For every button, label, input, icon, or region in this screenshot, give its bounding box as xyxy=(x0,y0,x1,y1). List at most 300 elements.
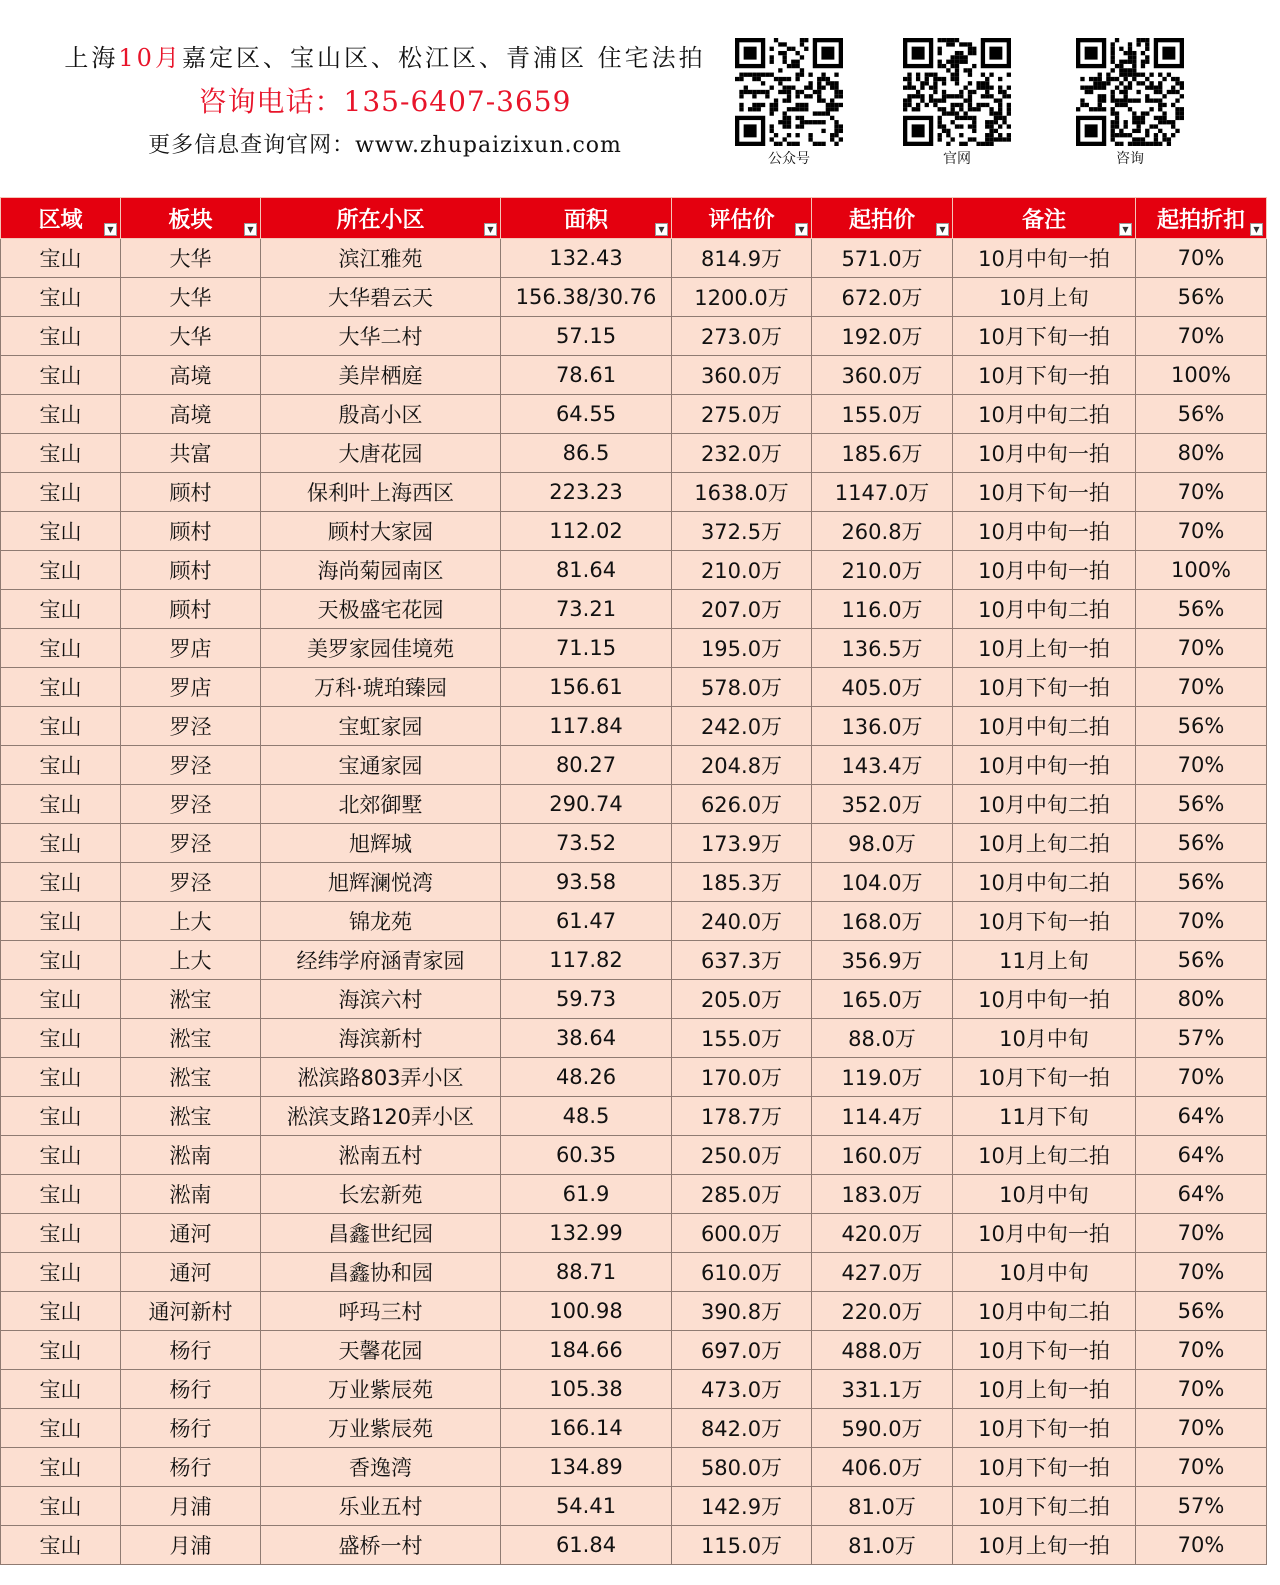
cell-note[interactable]: 10月中旬 xyxy=(953,1253,1136,1292)
cell-note[interactable]: 10月下旬一拍 xyxy=(953,1409,1136,1448)
cell-note[interactable]: 10月上旬一拍 xyxy=(953,1526,1136,1565)
cell-community[interactable]: 万业紫辰苑 xyxy=(261,1409,501,1448)
table-row xyxy=(1,1292,1267,1331)
cell-community[interactable]: 天馨花园 xyxy=(261,1331,501,1370)
table-row xyxy=(1,1370,1267,1409)
cell-community[interactable]: 乐业五村 xyxy=(261,1487,501,1526)
cell-starting-price[interactable]: 155.0万 xyxy=(812,395,953,434)
cell-sector[interactable]: 月浦 xyxy=(121,1487,261,1526)
table-row xyxy=(1,356,1267,395)
cell-area[interactable]: 88.71 xyxy=(501,1253,672,1292)
cell-note[interactable]: 10月上旬二拍 xyxy=(953,1136,1136,1175)
cell-region[interactable]: 宝山 xyxy=(1,1409,121,1448)
cell-discount[interactable]: 56% xyxy=(1136,863,1267,902)
column-header-starting-price[interactable]: 起拍价 ▼ xyxy=(812,198,953,239)
cell-appraisal[interactable]: 578.0万 xyxy=(672,668,812,707)
cell-region[interactable]: 宝山 xyxy=(1,1136,121,1175)
cell-note[interactable]: 10月中旬二拍 xyxy=(953,590,1136,629)
cell-sector[interactable]: 共富 xyxy=(121,434,261,473)
cell-region[interactable]: 宝山 xyxy=(1,1370,121,1409)
cell-community[interactable]: 大华二村 xyxy=(261,317,501,356)
cell-area[interactable]: 132.99 xyxy=(501,1214,672,1253)
cell-starting-price[interactable]: 183.0万 xyxy=(812,1175,953,1214)
cell-region[interactable]: 宝山 xyxy=(1,668,121,707)
cell-area[interactable]: 60.35 xyxy=(501,1136,672,1175)
cell-sector[interactable]: 杨行 xyxy=(121,1409,261,1448)
cell-note[interactable]: 10月下旬一拍 xyxy=(953,473,1136,512)
cell-region[interactable]: 宝山 xyxy=(1,395,121,434)
cell-community[interactable]: 旭辉城 xyxy=(261,824,501,863)
cell-sector[interactable]: 顾村 xyxy=(121,551,261,590)
cell-region[interactable]: 宝山 xyxy=(1,356,121,395)
cell-discount[interactable]: 56% xyxy=(1136,590,1267,629)
cell-starting-price[interactable]: 420.0万 xyxy=(812,1214,953,1253)
cell-region[interactable]: 宝山 xyxy=(1,1448,121,1487)
cell-region[interactable]: 宝山 xyxy=(1,746,121,785)
table-row xyxy=(1,1253,1267,1292)
cell-discount[interactable]: 70% xyxy=(1136,1058,1267,1097)
cell-region[interactable]: 宝山 xyxy=(1,1292,121,1331)
cell-discount[interactable]: 64% xyxy=(1136,1175,1267,1214)
cell-appraisal[interactable]: 207.0万 xyxy=(672,590,812,629)
cell-starting-price[interactable]: 192.0万 xyxy=(812,317,953,356)
cell-note[interactable]: 10月中旬一拍 xyxy=(953,1214,1136,1253)
cell-note[interactable]: 11月下旬 xyxy=(953,1097,1136,1136)
cell-appraisal[interactable]: 155.0万 xyxy=(672,1019,812,1058)
cell-area[interactable]: 134.89 xyxy=(501,1448,672,1487)
cell-starting-price[interactable]: 160.0万 xyxy=(812,1136,953,1175)
cell-discount[interactable]: 70% xyxy=(1136,746,1267,785)
cell-sector[interactable]: 罗泾 xyxy=(121,785,261,824)
cell-sector[interactable]: 杨行 xyxy=(121,1370,261,1409)
column-header-discount[interactable]: 起拍折扣 ▼ xyxy=(1136,198,1267,239)
cell-area[interactable]: 80.27 xyxy=(501,746,672,785)
cell-region[interactable]: 宝山 xyxy=(1,941,121,980)
cell-note[interactable]: 10月下旬一拍 xyxy=(953,356,1136,395)
cell-note[interactable]: 10月中旬二拍 xyxy=(953,863,1136,902)
dropdown-filter-icon[interactable]: ▼ xyxy=(1119,223,1132,236)
cell-area[interactable]: 61.47 xyxy=(501,902,672,941)
cell-appraisal[interactable]: 580.0万 xyxy=(672,1448,812,1487)
cell-community[interactable]: 昌鑫世纪园 xyxy=(261,1214,501,1253)
cell-community[interactable]: 天极盛宅花园 xyxy=(261,590,501,629)
qr-website xyxy=(901,38,1013,168)
cell-discount[interactable]: 70% xyxy=(1136,317,1267,356)
cell-community[interactable]: 淞南五村 xyxy=(261,1136,501,1175)
cell-region[interactable]: 宝山 xyxy=(1,239,121,278)
cell-community[interactable]: 保利叶上海西区 xyxy=(261,473,501,512)
cell-appraisal[interactable]: 473.0万 xyxy=(672,1370,812,1409)
cell-discount[interactable]: 100% xyxy=(1136,551,1267,590)
cell-region[interactable]: 宝山 xyxy=(1,1253,121,1292)
column-header-note[interactable]: 备注 ▼ xyxy=(953,198,1136,239)
cell-region[interactable]: 宝山 xyxy=(1,473,121,512)
cell-note[interactable]: 10月中旬二拍 xyxy=(953,785,1136,824)
cell-discount[interactable]: 57% xyxy=(1136,1019,1267,1058)
cell-starting-price[interactable]: 260.8万 xyxy=(812,512,953,551)
dropdown-filter-icon[interactable]: ▼ xyxy=(795,223,808,236)
cell-area[interactable]: 38.64 xyxy=(501,1019,672,1058)
cell-discount[interactable]: 56% xyxy=(1136,785,1267,824)
cell-note[interactable]: 10月上旬一拍 xyxy=(953,1370,1136,1409)
cell-note[interactable]: 10月中旬二拍 xyxy=(953,1292,1136,1331)
cell-appraisal[interactable]: 204.8万 xyxy=(672,746,812,785)
cell-discount[interactable]: 64% xyxy=(1136,1097,1267,1136)
dropdown-filter-icon[interactable]: ▼ xyxy=(936,223,949,236)
cell-sector[interactable]: 罗店 xyxy=(121,668,261,707)
cell-community[interactable]: 昌鑫协和园 xyxy=(261,1253,501,1292)
cell-note[interactable]: 10月下旬一拍 xyxy=(953,902,1136,941)
cell-sector[interactable]: 淞宝 xyxy=(121,1058,261,1097)
cell-appraisal[interactable]: 626.0万 xyxy=(672,785,812,824)
cell-sector[interactable]: 罗店 xyxy=(121,629,261,668)
cell-community[interactable]: 锦龙苑 xyxy=(261,902,501,941)
cell-region[interactable]: 宝山 xyxy=(1,707,121,746)
cell-discount[interactable]: 57% xyxy=(1136,1487,1267,1526)
cell-appraisal[interactable]: 814.9万 xyxy=(672,239,812,278)
cell-area[interactable]: 184.66 xyxy=(501,1331,672,1370)
dropdown-filter-icon[interactable]: ▼ xyxy=(1250,223,1263,236)
cell-appraisal[interactable]: 1638.0万 xyxy=(672,473,812,512)
cell-discount[interactable]: 70% xyxy=(1136,473,1267,512)
cell-region[interactable]: 宝山 xyxy=(1,317,121,356)
cell-discount[interactable]: 70% xyxy=(1136,1331,1267,1370)
cell-discount[interactable]: 64% xyxy=(1136,1136,1267,1175)
cell-area[interactable]: 57.15 xyxy=(501,317,672,356)
cell-starting-price[interactable]: 356.9万 xyxy=(812,941,953,980)
cell-appraisal[interactable]: 390.8万 xyxy=(672,1292,812,1331)
cell-area[interactable]: 156.61 xyxy=(501,668,672,707)
cell-discount[interactable]: 80% xyxy=(1136,980,1267,1019)
cell-appraisal[interactable]: 115.0万 xyxy=(672,1526,812,1565)
cell-sector[interactable]: 罗泾 xyxy=(121,707,261,746)
cell-sector[interactable]: 淞南 xyxy=(121,1175,261,1214)
cell-sector[interactable]: 通河新村 xyxy=(121,1292,261,1331)
cell-note[interactable]: 10月下旬一拍 xyxy=(953,1448,1136,1487)
cell-community[interactable]: 大华碧云天 xyxy=(261,278,501,317)
cell-appraisal[interactable]: 842.0万 xyxy=(672,1409,812,1448)
cell-appraisal[interactable]: 173.9万 xyxy=(672,824,812,863)
cell-appraisal[interactable]: 210.0万 xyxy=(672,551,812,590)
cell-sector[interactable]: 淞南 xyxy=(121,1136,261,1175)
cell-discount[interactable]: 56% xyxy=(1136,707,1267,746)
cell-area[interactable]: 71.15 xyxy=(501,629,672,668)
cell-area[interactable]: 223.23 xyxy=(501,473,672,512)
cell-area[interactable]: 48.5 xyxy=(501,1097,672,1136)
cell-region[interactable]: 宝山 xyxy=(1,785,121,824)
cell-sector[interactable]: 顾村 xyxy=(121,590,261,629)
cell-area[interactable]: 166.14 xyxy=(501,1409,672,1448)
cell-sector[interactable]: 罗泾 xyxy=(121,746,261,785)
cell-sector[interactable]: 月浦 xyxy=(121,1526,261,1565)
column-header-sector[interactable]: 板块 ▼ xyxy=(121,198,261,239)
cell-appraisal[interactable]: 232.0万 xyxy=(672,434,812,473)
cell-starting-price[interactable]: 210.0万 xyxy=(812,551,953,590)
cell-starting-price[interactable]: 114.4万 xyxy=(812,1097,953,1136)
cell-community[interactable]: 宝通家园 xyxy=(261,746,501,785)
cell-note[interactable]: 10月中旬二拍 xyxy=(953,707,1136,746)
cell-discount[interactable]: 70% xyxy=(1136,1253,1267,1292)
cell-discount[interactable]: 100% xyxy=(1136,356,1267,395)
column-header-area[interactable]: 面积 ▼ xyxy=(501,198,672,239)
column-header-community[interactable]: 所在小区 ▼ xyxy=(261,198,501,239)
cell-discount[interactable]: 56% xyxy=(1136,395,1267,434)
cell-community[interactable]: 殷高小区 xyxy=(261,395,501,434)
cell-community[interactable]: 北郊御墅 xyxy=(261,785,501,824)
cell-area[interactable]: 59.73 xyxy=(501,980,672,1019)
cell-community[interactable]: 万业紫辰苑 xyxy=(261,1370,501,1409)
cell-appraisal[interactable]: 195.0万 xyxy=(672,629,812,668)
cell-community[interactable]: 经纬学府涵青家园 xyxy=(261,941,501,980)
cell-discount[interactable]: 80% xyxy=(1136,434,1267,473)
cell-starting-price[interactable]: 360.0万 xyxy=(812,356,953,395)
cell-discount[interactable]: 56% xyxy=(1136,278,1267,317)
cell-area[interactable]: 61.84 xyxy=(501,1526,672,1565)
cell-note[interactable]: 10月中旬一拍 xyxy=(953,239,1136,278)
cell-sector[interactable]: 淞宝 xyxy=(121,1019,261,1058)
cell-sector[interactable]: 罗泾 xyxy=(121,824,261,863)
cell-region[interactable]: 宝山 xyxy=(1,551,121,590)
cell-discount[interactable]: 56% xyxy=(1136,941,1267,980)
cell-sector[interactable]: 杨行 xyxy=(121,1448,261,1487)
cell-note[interactable]: 10月下旬一拍 xyxy=(953,1331,1136,1370)
cell-sector[interactable]: 大华 xyxy=(121,239,261,278)
auction-table xyxy=(0,197,1267,1565)
cell-note[interactable]: 10月下旬二拍 xyxy=(953,1487,1136,1526)
cell-region[interactable]: 宝山 xyxy=(1,1097,121,1136)
cell-starting-price[interactable]: 81.0万 xyxy=(812,1487,953,1526)
cell-appraisal[interactable]: 637.3万 xyxy=(672,941,812,980)
cell-region[interactable]: 宝山 xyxy=(1,1214,121,1253)
cell-community[interactable]: 滨江雅苑 xyxy=(261,239,501,278)
cell-appraisal[interactable]: 178.7万 xyxy=(672,1097,812,1136)
cell-starting-price[interactable]: 571.0万 xyxy=(812,239,953,278)
cell-sector[interactable]: 顾村 xyxy=(121,473,261,512)
cell-region[interactable]: 宝山 xyxy=(1,980,121,1019)
column-header-appraisal[interactable]: 评估价 ▼ xyxy=(672,198,812,239)
cell-note[interactable]: 10月上旬一拍 xyxy=(953,629,1136,668)
cell-discount[interactable]: 70% xyxy=(1136,668,1267,707)
cell-discount[interactable]: 70% xyxy=(1136,1409,1267,1448)
cell-appraisal[interactable]: 275.0万 xyxy=(672,395,812,434)
cell-sector[interactable]: 上大 xyxy=(121,941,261,980)
cell-community[interactable]: 呼玛三村 xyxy=(261,1292,501,1331)
cell-note[interactable]: 10月下旬一拍 xyxy=(953,668,1136,707)
cell-sector[interactable]: 大华 xyxy=(121,317,261,356)
cell-sector[interactable]: 罗泾 xyxy=(121,863,261,902)
cell-region[interactable]: 宝山 xyxy=(1,1175,121,1214)
cell-area[interactable]: 48.26 xyxy=(501,1058,672,1097)
table-row xyxy=(1,668,1267,707)
cell-region[interactable]: 宝山 xyxy=(1,629,121,668)
qr-code-icon xyxy=(735,38,843,146)
cell-appraisal[interactable]: 1200.0万 xyxy=(672,278,812,317)
cell-starting-price[interactable]: 220.0万 xyxy=(812,1292,953,1331)
cell-sector[interactable]: 杨行 xyxy=(121,1331,261,1370)
cell-sector[interactable]: 通河 xyxy=(121,1253,261,1292)
cell-starting-price[interactable]: 104.0万 xyxy=(812,863,953,902)
cell-starting-price[interactable]: 165.0万 xyxy=(812,980,953,1019)
cell-starting-price[interactable]: 590.0万 xyxy=(812,1409,953,1448)
cell-community[interactable]: 顾村大家园 xyxy=(261,512,501,551)
cell-area[interactable]: 54.41 xyxy=(501,1487,672,1526)
cell-starting-price[interactable]: 331.1万 xyxy=(812,1370,953,1409)
cell-appraisal[interactable]: 697.0万 xyxy=(672,1331,812,1370)
cell-area[interactable]: 112.02 xyxy=(501,512,672,551)
cell-appraisal[interactable]: 360.0万 xyxy=(672,356,812,395)
cell-appraisal[interactable]: 242.0万 xyxy=(672,707,812,746)
dropdown-filter-icon[interactable]: ▼ xyxy=(655,223,668,236)
cell-starting-price[interactable]: 143.4万 xyxy=(812,746,953,785)
cell-discount[interactable]: 70% xyxy=(1136,1370,1267,1409)
cell-sector[interactable]: 大华 xyxy=(121,278,261,317)
cell-community[interactable]: 淞滨路803弄小区 xyxy=(261,1058,501,1097)
cell-note[interactable]: 10月中旬一拍 xyxy=(953,746,1136,785)
cell-region[interactable]: 宝山 xyxy=(1,824,121,863)
cell-community[interactable]: 长宏新苑 xyxy=(261,1175,501,1214)
cell-area[interactable]: 86.5 xyxy=(501,434,672,473)
cell-starting-price[interactable]: 427.0万 xyxy=(812,1253,953,1292)
cell-community[interactable]: 海尚菊园南区 xyxy=(261,551,501,590)
cell-sector[interactable]: 淞宝 xyxy=(121,1097,261,1136)
cell-appraisal[interactable]: 610.0万 xyxy=(672,1253,812,1292)
cell-starting-price[interactable]: 98.0万 xyxy=(812,824,953,863)
cell-area[interactable]: 73.21 xyxy=(501,590,672,629)
cell-appraisal[interactable]: 600.0万 xyxy=(672,1214,812,1253)
cell-area[interactable]: 117.82 xyxy=(501,941,672,980)
table-row xyxy=(1,746,1267,785)
cell-sector[interactable]: 高境 xyxy=(121,395,261,434)
cell-region[interactable]: 宝山 xyxy=(1,1331,121,1370)
cell-starting-price[interactable]: 406.0万 xyxy=(812,1448,953,1487)
cell-note[interactable]: 10月下旬一拍 xyxy=(953,1058,1136,1097)
cell-starting-price[interactable]: 168.0万 xyxy=(812,902,953,941)
cell-appraisal[interactable]: 170.0万 xyxy=(672,1058,812,1097)
qr-label-wechat: 公众号 xyxy=(768,151,810,167)
cell-starting-price[interactable]: 81.0万 xyxy=(812,1526,953,1565)
cell-area[interactable]: 290.74 xyxy=(501,785,672,824)
cell-note[interactable]: 10月中旬 xyxy=(953,1175,1136,1214)
cell-discount[interactable]: 56% xyxy=(1136,1292,1267,1331)
cell-discount[interactable]: 70% xyxy=(1136,1214,1267,1253)
cell-region[interactable]: 宝山 xyxy=(1,278,121,317)
cell-note[interactable]: 10月中旬一拍 xyxy=(953,512,1136,551)
cell-discount[interactable]: 56% xyxy=(1136,824,1267,863)
cell-region[interactable]: 宝山 xyxy=(1,863,121,902)
cell-community[interactable]: 香逸湾 xyxy=(261,1448,501,1487)
table-row xyxy=(1,1448,1267,1487)
cell-sector[interactable]: 高境 xyxy=(121,356,261,395)
column-header-region[interactable]: 区域 ▼ xyxy=(1,198,121,239)
cell-starting-price[interactable]: 88.0万 xyxy=(812,1019,953,1058)
cell-starting-price[interactable]: 352.0万 xyxy=(812,785,953,824)
cell-starting-price[interactable]: 405.0万 xyxy=(812,668,953,707)
cell-discount[interactable]: 70% xyxy=(1136,1448,1267,1487)
cell-area[interactable]: 117.84 xyxy=(501,707,672,746)
cell-region[interactable]: 宝山 xyxy=(1,512,121,551)
cell-region[interactable]: 宝山 xyxy=(1,1058,121,1097)
cell-note[interactable]: 10月中旬一拍 xyxy=(953,434,1136,473)
cell-starting-price[interactable]: 116.0万 xyxy=(812,590,953,629)
cell-area[interactable]: 73.52 xyxy=(501,824,672,863)
cell-community[interactable]: 淞滨支路120弄小区 xyxy=(261,1097,501,1136)
cell-appraisal[interactable]: 240.0万 xyxy=(672,902,812,941)
cell-community[interactable]: 美罗家园佳境苑 xyxy=(261,629,501,668)
cell-starting-price[interactable]: 185.6万 xyxy=(812,434,953,473)
cell-area[interactable]: 132.43 xyxy=(501,239,672,278)
cell-discount[interactable]: 70% xyxy=(1136,629,1267,668)
cell-region[interactable]: 宝山 xyxy=(1,1019,121,1058)
cell-community[interactable]: 宝虹家园 xyxy=(261,707,501,746)
cell-community[interactable]: 大唐花园 xyxy=(261,434,501,473)
cell-sector[interactable]: 顾村 xyxy=(121,512,261,551)
cell-area[interactable]: 93.58 xyxy=(501,863,672,902)
cell-discount[interactable]: 70% xyxy=(1136,902,1267,941)
cell-region[interactable]: 宝山 xyxy=(1,1526,121,1565)
cell-note[interactable]: 11月上旬 xyxy=(953,941,1136,980)
cell-discount[interactable]: 70% xyxy=(1136,239,1267,278)
cell-sector[interactable]: 淞宝 xyxy=(121,980,261,1019)
cell-area[interactable]: 81.64 xyxy=(501,551,672,590)
cell-area[interactable]: 105.38 xyxy=(501,1370,672,1409)
cell-appraisal[interactable]: 250.0万 xyxy=(672,1136,812,1175)
cell-starting-price[interactable]: 136.0万 xyxy=(812,707,953,746)
cell-area[interactable]: 61.9 xyxy=(501,1175,672,1214)
cell-sector[interactable]: 上大 xyxy=(121,902,261,941)
cell-region[interactable]: 宝山 xyxy=(1,590,121,629)
cell-note[interactable]: 10月下旬一拍 xyxy=(953,317,1136,356)
cell-region[interactable]: 宝山 xyxy=(1,1487,121,1526)
cell-starting-price[interactable]: 1147.0万 xyxy=(812,473,953,512)
cell-region[interactable]: 宝山 xyxy=(1,434,121,473)
cell-discount[interactable]: 70% xyxy=(1136,1526,1267,1565)
cell-starting-price[interactable]: 136.5万 xyxy=(812,629,953,668)
cell-community[interactable]: 美岸栖庭 xyxy=(261,356,501,395)
cell-note[interactable]: 10月上旬 xyxy=(953,278,1136,317)
cell-appraisal[interactable]: 285.0万 xyxy=(672,1175,812,1214)
cell-community[interactable]: 海滨新村 xyxy=(261,1019,501,1058)
cell-starting-price[interactable]: 672.0万 xyxy=(812,278,953,317)
cell-community[interactable]: 海滨六村 xyxy=(261,980,501,1019)
cell-community[interactable]: 万科·琥珀臻园 xyxy=(261,668,501,707)
cell-region[interactable]: 宝山 xyxy=(1,902,121,941)
dropdown-filter-icon[interactable]: ▼ xyxy=(104,223,117,236)
dropdown-filter-icon[interactable]: ▼ xyxy=(244,223,257,236)
cell-sector[interactable]: 通河 xyxy=(121,1214,261,1253)
cell-starting-price[interactable]: 119.0万 xyxy=(812,1058,953,1097)
cell-appraisal[interactable]: 372.5万 xyxy=(672,512,812,551)
cell-note[interactable]: 10月中旬二拍 xyxy=(953,395,1136,434)
cell-community[interactable]: 旭辉澜悦湾 xyxy=(261,863,501,902)
cell-appraisal[interactable]: 273.0万 xyxy=(672,317,812,356)
cell-area[interactable]: 64.55 xyxy=(501,395,672,434)
cell-starting-price[interactable]: 488.0万 xyxy=(812,1331,953,1370)
cell-note[interactable]: 10月上旬二拍 xyxy=(953,824,1136,863)
cell-area[interactable]: 78.61 xyxy=(501,356,672,395)
cell-note[interactable]: 10月中旬一拍 xyxy=(953,551,1136,590)
cell-area[interactable]: 156.38/30.76 xyxy=(501,278,672,317)
table-row xyxy=(1,863,1267,902)
cell-note[interactable]: 10月中旬一拍 xyxy=(953,980,1136,1019)
cell-area[interactable]: 100.98 xyxy=(501,1292,672,1331)
cell-appraisal[interactable]: 142.9万 xyxy=(672,1487,812,1526)
cell-discount[interactable]: 70% xyxy=(1136,512,1267,551)
cell-note[interactable]: 10月中旬 xyxy=(953,1019,1136,1058)
dropdown-filter-icon[interactable]: ▼ xyxy=(484,223,497,236)
cell-community[interactable]: 盛桥一村 xyxy=(261,1526,501,1565)
cell-appraisal[interactable]: 205.0万 xyxy=(672,980,812,1019)
cell-appraisal[interactable]: 185.3万 xyxy=(672,863,812,902)
